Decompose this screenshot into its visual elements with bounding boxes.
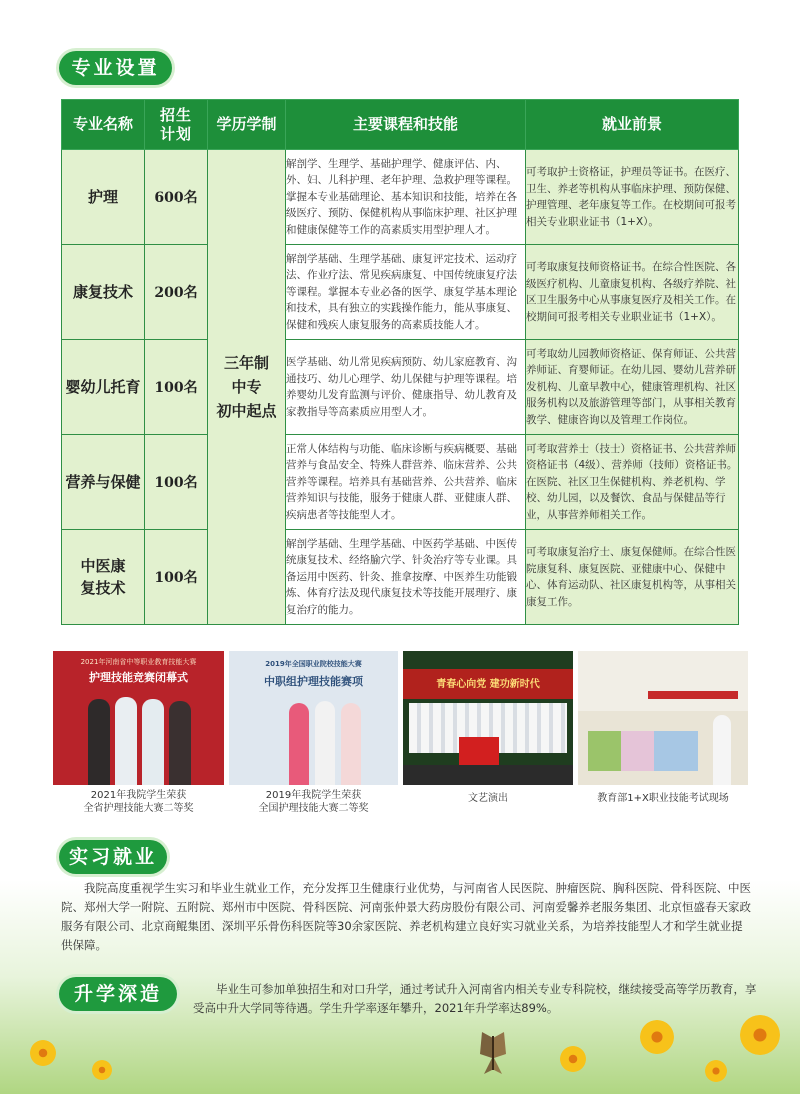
header-name: 专业名称 [62,100,145,150]
header-career: 就业前景 [526,100,739,150]
enrollment-plan: 200名 [145,245,208,340]
course-cell: 正常人体结构与功能、临床诊断与疾病概要、基础营养与食品安全、特殊人群营养、临床营养、公共营养等课程。培养具有基础营养、公共营养、临床营养知识与技能，服务于健康人群、亚健康人群、疾病患者等技能型人才。 [286,435,526,530]
caption-line: 文艺演出 [468,793,508,804]
header-edu: 学历学制 [208,100,286,150]
enrollment-plan: 100名 [145,530,208,625]
education-line: 初中起点 [216,402,277,420]
caption-line: 全国护理技能大赛二等奖 [258,803,369,814]
photo-people [341,703,361,785]
majors-table [61,99,739,625]
section-title-further-study: 升学深造 [59,977,177,1011]
education-system [208,150,286,625]
course-cell: 解剖学、生理学、基础护理学、健康评估、内、外、妇、儿科护理、老年护理、急救护理等课程。掌握本专业基础理论、基本知识和技能，培养在各级医疗、预防、保健机构从事临床护理、社区护理和健康保健等工作的高素质实用型护理人才。 [286,150,526,245]
photo-people [169,701,191,785]
table-row [62,150,739,245]
course-cell: 解剖学基础、生理学基础、康复评定技术、运动疗法、作业疗法、常见疾病康复、中国传统康复疗法等课程。掌握本专业必备的医学、康复学基本理论和技术，具有独立的实践操作能力，能从事康复、保健和残疾人康复服务的高素质技能人才。 [286,245,526,340]
career-cell: 可考取护士资格证，护理员等证书。在医疗、卫生、养老等机构从事临床护理、预防保健、护理管理、老年康复等工作。在校期间可报考相关专业职业证书（1+X）。 [526,150,739,245]
caption-line: 全省护理技能大赛二等奖 [83,803,194,814]
major-name: 营养与保健 [62,435,145,530]
major-name: 护理 [62,150,145,245]
section-title-majors: 专业设置 [59,51,172,85]
photo-people [142,699,164,785]
flower-decoration [560,1046,586,1072]
photo-caption [578,792,748,805]
photo-caption [403,792,573,805]
photo-people [115,697,137,785]
photo-sign-text: 中职组护理技能赛项 [264,675,363,688]
course-cell: 解剖学基础、生理学基础、中医药学基础、中医传统康复技术、经络腧穴学、针灸治疗等专业课。具备运用中医药、针灸、推拿按摩、中医养生功能锻炼、体育疗法及现代康复技术等技能开展理疗、康复治疗的能力。 [286,530,526,625]
flower-decoration [640,1020,674,1054]
photo-exam-site [578,651,748,785]
header-plan-text: 招生计划 [159,105,192,143]
flower-decoration [705,1060,727,1082]
enrollment-plan: 100名 [145,435,208,530]
education-line: 中专 [231,378,262,396]
photo-stage [403,765,573,785]
photo-people [713,715,731,785]
caption-line: 2021年我院学生荣获 [90,790,187,801]
caption-line: 2019年我院学生荣获 [265,790,362,801]
flower-decoration [30,1040,56,1066]
section-title-internship: 实习就业 [59,840,167,874]
header-course: 主要课程和技能 [286,100,526,150]
career-cell: 可考取营养士（技士）资格证书、公共营养师资格证书（4级）、营养师（技师）资格证书。在医院、社区卫生保健机构、养老机构、学校、幼儿园，以及餐饮、食品与保健品等行业，从事营养师相关工作。 [526,435,739,530]
career-cell: 可考取康复技师资格证书。在综合性医院、各级医疗机构、儿童康复机构、各级疗养院、社区卫生服务中心从事康复医疗及相关工作。在校期间可报考相关专业职业证书（1+X）。 [526,245,739,340]
photo-competition-2021 [53,651,224,785]
education-line: 三年制 [223,354,269,372]
photo-red-banner [648,691,738,699]
photo-people [315,701,335,785]
table-row [62,245,739,340]
career-cell: 可考取康复治疗士、康复保健师。在综合性医院康复科、康复医院、亚健康中心、保健中心、体育运动队、社区康复机构等，从事相关康复工作。 [526,530,739,625]
table-row [62,435,739,530]
internship-text: 我院高度重视学生实习和毕业生就业工作，充分发挥卫生健康行业优势，与河南省人民医院、肿瘤医院、胸科医院、骨科医院、中医院、郑州大学一附院、五附院、郑州市中医院、骨科医院、河南张仲景大药房股份有限公司、河南爱馨养老服务集团、北京恒盛春天家政服务有限公司、北京商鲲集团、深圳平乐骨伤科医院等30余家医院、养老机构建立良好实习就业关系，为培养技能型人才和学生就业提供保障。 [61,881,751,952]
flower-decoration [740,1015,780,1055]
photo-performance [403,651,573,785]
photo-wall [578,651,748,711]
major-name: 康复技术 [62,245,145,340]
further-study-text: 毕业生可参加单独招生和对口升学，通过考试升入河南省内相关专业专科院校，继续接受高等学历教育，享受高中升大学同等待遇。学生升学率逐年攀升，2021年升学率达89%。 [193,982,757,1015]
photo-banner-text: 2021年河南省中等职业教育技能大赛 [80,658,197,666]
course-cell: 医学基础、幼儿常见疾病预防、幼儿家庭教育、沟通技巧、幼儿心理学、幼儿保健与护理等课程。培养婴幼儿发育监测与评价、健康指导、幼儿教育及家教指导等高素质应用型人才。 [286,340,526,435]
table-row [62,530,739,625]
major-name: 婴幼儿托育 [62,340,145,435]
butterfly-icon [478,1030,508,1080]
photo-people [88,699,110,785]
photo-sign-text: 护理技能竞赛闭幕式 [89,671,188,684]
major-name-line: 中医康 [80,557,126,575]
photo-banner-text: 2019年全国职业院校技能大赛 [265,660,362,668]
photo-people [289,703,309,785]
major-name-line: 复技术 [80,579,126,597]
header-plan [145,100,208,150]
table-row [62,340,739,435]
flower-decoration [92,1060,112,1080]
photo-mats [588,731,698,771]
photo-competition-2019 [229,651,398,785]
photo-banner-text: 青春心向党 建功新时代 [436,679,540,690]
photo-caption [229,789,398,815]
photo-caption [53,789,224,815]
enrollment-plan: 100名 [145,340,208,435]
career-cell: 可考取幼儿园教师资格证、保育师证、公共营养师证、育婴师证。在幼儿园、婴幼儿营养研发机构、儿童早教中心，健康管理机构、社区服务机构以及旅游管理等部门，从事相关教育教学、健康咨询以及管理工作岗位。 [526,340,739,435]
major-name [62,530,145,625]
photo-flag [459,737,499,765]
table-header-row [62,100,739,150]
caption-line: 教育部1+X职业技能考试现场 [597,793,729,804]
enrollment-plan: 600名 [145,150,208,245]
